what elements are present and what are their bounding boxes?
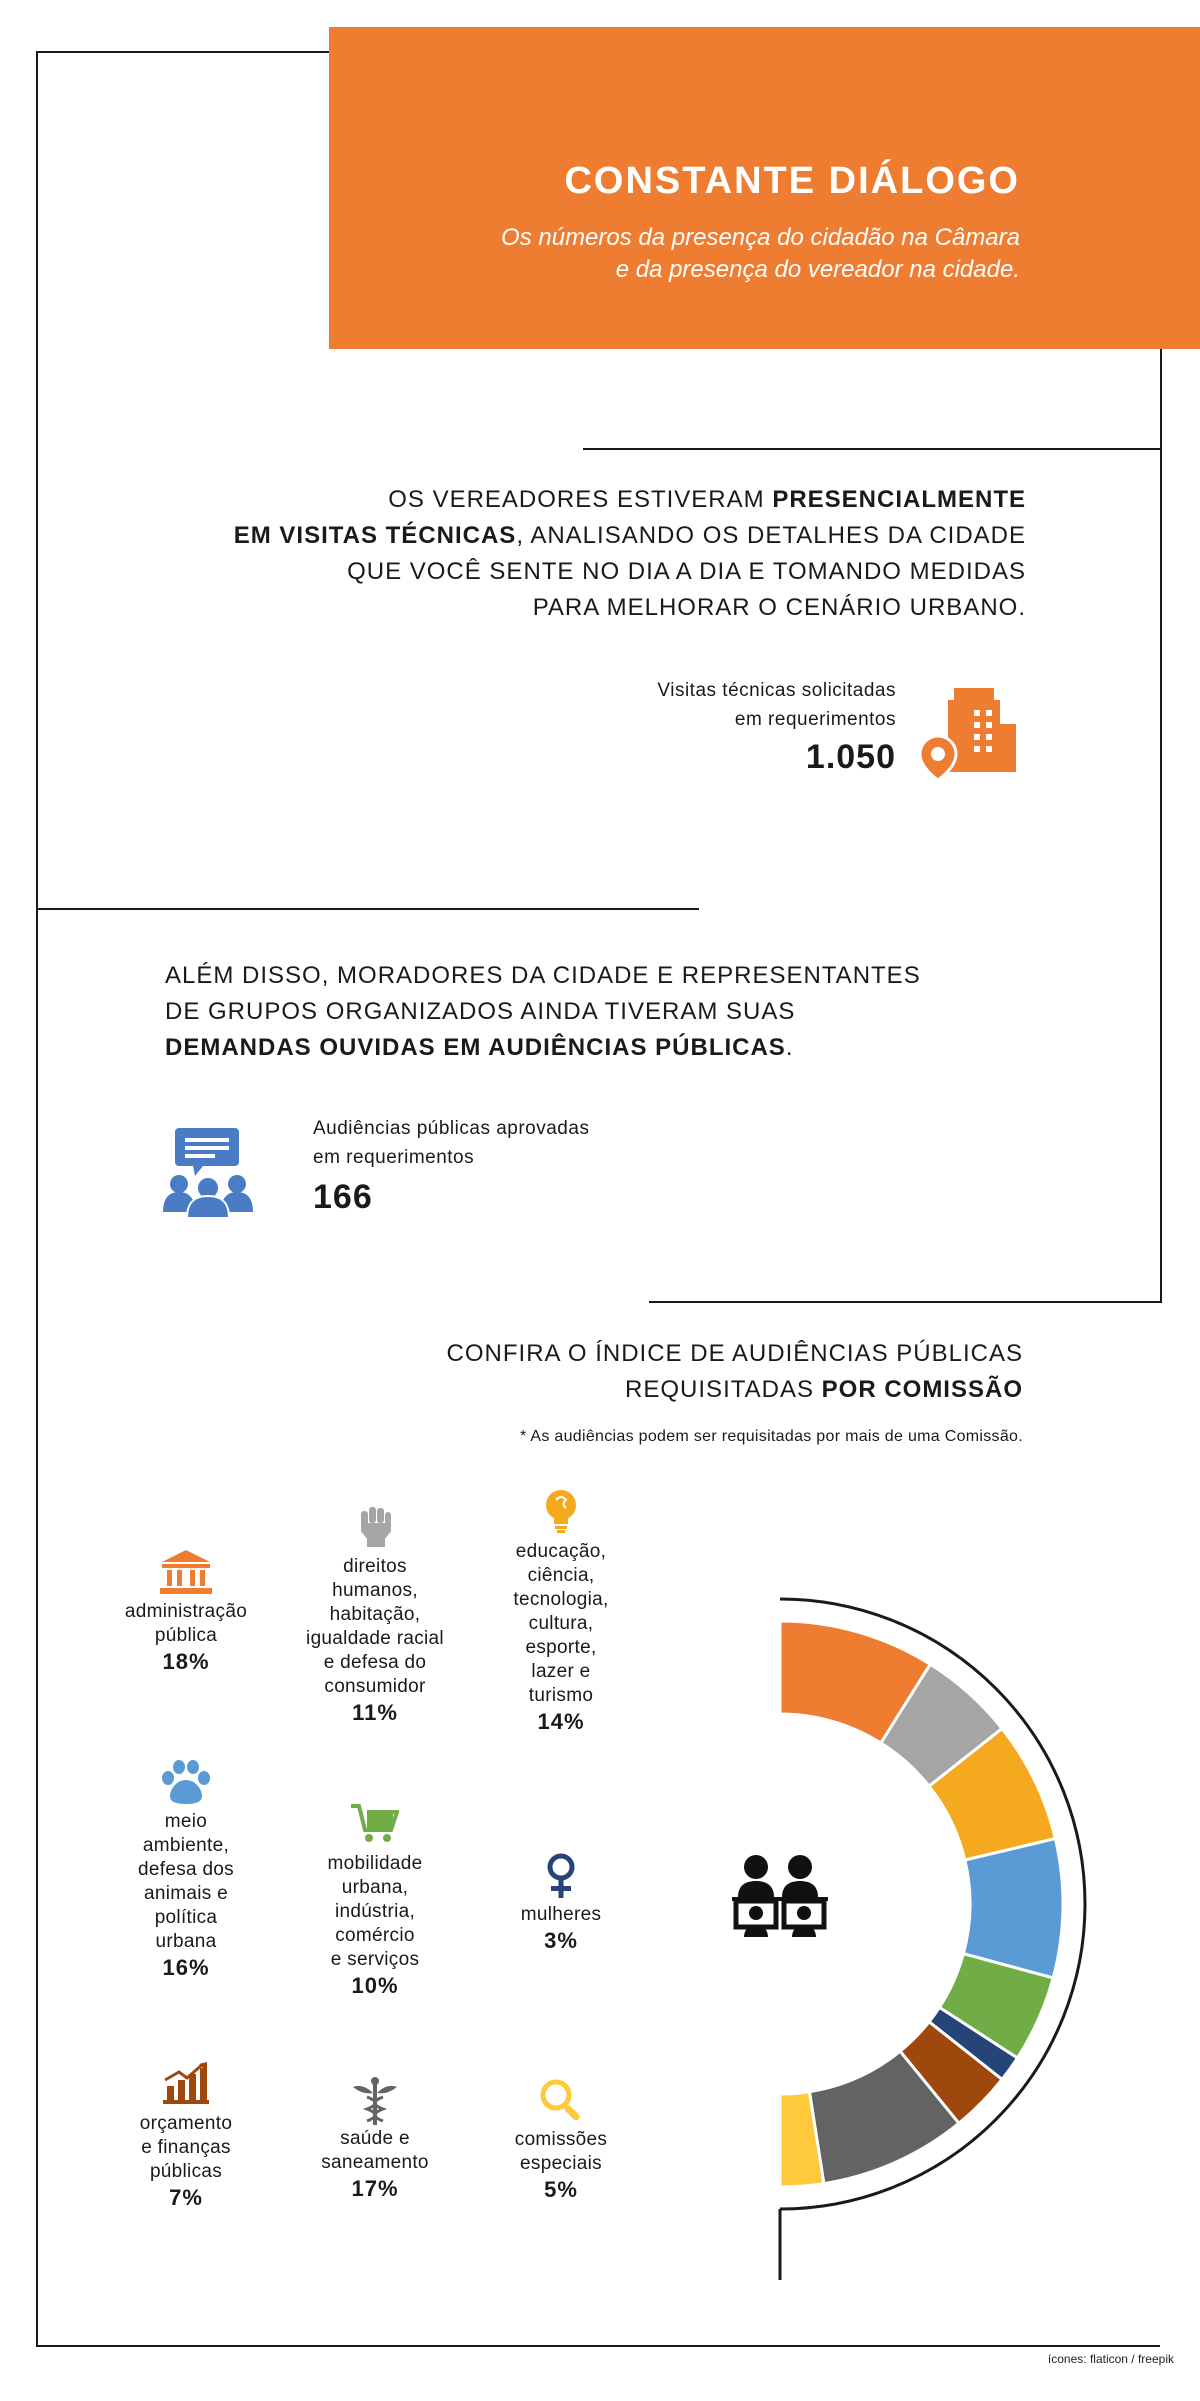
- category-name-line: pública: [154, 1625, 218, 1646]
- section1-text: [234, 482, 1026, 626]
- category-name-line: e finanças: [141, 2137, 231, 2158]
- section2-divider: [36, 908, 699, 910]
- category-name-line: ambiente,: [142, 1835, 230, 1856]
- section1-divider: [583, 448, 1162, 450]
- category-name-line: comissões: [514, 2129, 608, 2150]
- section3-note: * As audiências podem ser requisitadas por mais de uma Comissão.: [520, 1428, 1023, 1445]
- category-percent: 5%: [544, 2177, 578, 2202]
- category-name-line: tecnologia,: [513, 1589, 609, 1610]
- category-name-line: turismo: [528, 1685, 594, 1706]
- category-name-line: comércio: [335, 1925, 415, 1946]
- category-percent: 16%: [162, 1955, 210, 1980]
- visits-stat-label: Visitas técnicas solicitadas em requerimentos: [657, 680, 896, 730]
- visits-stat-value: 1.050: [805, 738, 896, 776]
- category-item: [441, 1903, 681, 1953]
- category-name-line: administração: [124, 1601, 248, 1622]
- category-name-line: educação,: [515, 1541, 607, 1562]
- section2-text: [165, 958, 921, 1066]
- hearings-stat-value: 166: [313, 1178, 373, 1216]
- magnifier-icon: [441, 2078, 681, 2122]
- section3-line2: REQUISITADAS POR COMISSÃO: [625, 1376, 1023, 1403]
- section1-line4: PARA MELHORAR O CENÁRIO URBANO.: [532, 594, 1026, 621]
- category-name-line: consumidor: [324, 1676, 426, 1697]
- category-name-line: cultura,: [528, 1613, 594, 1634]
- category-name-line: lazer e: [531, 1661, 591, 1682]
- female-symbol-icon: [441, 1853, 681, 1899]
- frame-bottom-border: [36, 2345, 1162, 2347]
- page-title: CONSTANTE DIÁLOGO: [564, 160, 1020, 202]
- category-percent: 17%: [351, 2176, 399, 2201]
- section3-line1: CONFIRA O ÍNDICE DE AUDIÊNCIAS PÚBLICAS: [446, 1340, 1023, 1367]
- category-percent: 18%: [162, 1649, 210, 1674]
- section1-line1: OS VEREADORES ESTIVERAM PRESENCIALMENTE: [388, 486, 1026, 513]
- category-name-line: esporte,: [525, 1637, 597, 1658]
- category-name-line: saúde e: [340, 2128, 410, 2149]
- lightbulb-icon: [441, 1490, 681, 1534]
- category-percent: 10%: [351, 1973, 399, 1998]
- category-name-line: urbana,: [341, 1877, 409, 1898]
- category-name-line: política: [154, 1907, 218, 1928]
- frame-right-border-lower: [1160, 2130, 1162, 2347]
- category-item: [441, 1540, 681, 1734]
- category-name-line: mobilidade: [327, 1853, 423, 1874]
- category-percent: 7%: [169, 2185, 203, 2210]
- category-name-line: orçamento: [139, 2113, 233, 2134]
- section2-line2: DE GRUPOS ORGANIZADOS AINDA TIVERAM SUAS: [165, 998, 796, 1025]
- category-name-line: urbana: [155, 1931, 217, 1952]
- category-name-line: animais e: [143, 1883, 229, 1904]
- category-name-line: ciência,: [527, 1565, 595, 1586]
- category-name-line: humanos,: [332, 1580, 418, 1601]
- icon-credit: ícones: flaticon / freepik: [1047, 2352, 1174, 2366]
- paw-icon: [66, 1760, 306, 1804]
- category-percent: 11%: [352, 1700, 398, 1725]
- section3-divider: [649, 1301, 1162, 1303]
- section3-text: [447, 1336, 1023, 1408]
- category-item: [441, 2128, 681, 2202]
- category-name-line: especiais: [520, 2153, 602, 2174]
- category-name-line: igualdade racial: [306, 1628, 444, 1649]
- frame-left-border: [36, 51, 38, 2346]
- page-subtitle-line2: e da presença do vereador na cidade.: [615, 256, 1020, 283]
- commission-donut-chart: [680, 1520, 1110, 2280]
- shopping-cart-icon: [255, 1802, 495, 1846]
- building-location-icon: [918, 684, 1020, 785]
- category-name-line: indústria,: [334, 1901, 416, 1922]
- category-name-line: meio: [164, 1811, 208, 1832]
- category-name-line: mulheres: [520, 1904, 602, 1925]
- category-name-line: saneamento: [321, 2152, 429, 2173]
- category-name-line: direitos: [343, 1556, 407, 1577]
- audience-speech-icon: [163, 1126, 253, 1223]
- category-name-line: defesa dos: [138, 1859, 234, 1880]
- section2-line1: ALÉM DISSO, MORADORES DA CIDADE E REPRESENTANTES: [165, 962, 921, 989]
- section1-line2: EM VISITAS TÉCNICAS, ANALISANDO OS DETALHES DA CIDADE: [233, 522, 1026, 549]
- category-name-line: e serviços: [330, 1949, 420, 1970]
- section2-line3: DEMANDAS OUVIDAS EM AUDIÊNCIAS PÚBLICAS.: [165, 1034, 794, 1061]
- category-percent: 14%: [537, 1709, 585, 1734]
- category-name-line: públicas: [149, 2161, 223, 2182]
- page-subtitle-line1: Os números da presença do cidadão na Câmara: [501, 224, 1020, 251]
- category-name-line: e defesa do: [323, 1652, 427, 1673]
- section1-line3: QUE VOCÊ SENTE NO DIA A DIA E TOMANDO MEDIDAS: [347, 558, 1026, 585]
- category-percent: 3%: [544, 1928, 578, 1953]
- hearings-stat-label: Audiências públicas aprovadas em requerimentos: [313, 1118, 590, 1168]
- public-hearing-panel-icon: [732, 1855, 828, 1937]
- category-name-line: habitação,: [329, 1604, 421, 1625]
